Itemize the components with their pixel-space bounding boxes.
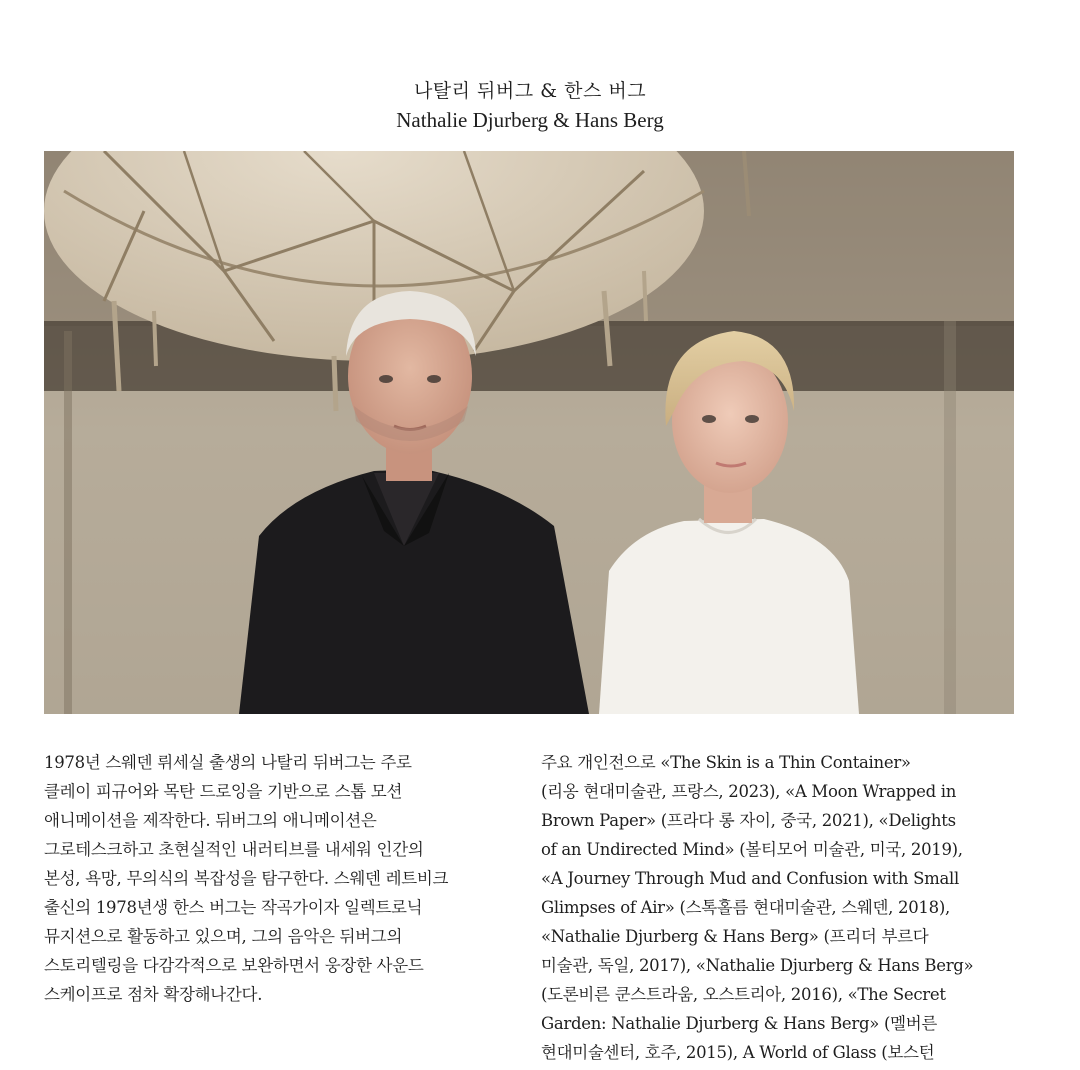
exhibitions-column-right: [541, 748, 973, 1067]
exhibition-text-line: 현대미술센터, 호주, 2015), A World of Glass (보스턴: [541, 1043, 935, 1062]
bio-text-line: 그로테스크하고 초현실적인 내러티브를 내세워 인간의: [44, 840, 424, 859]
bio-column-left: [44, 748, 448, 1009]
bio-text-line: 클레이 피규어와 목탄 드로잉을 기반으로 스톱 모션: [44, 782, 403, 801]
exhibition-text-line: of an Undirected Mind» (볼티모어 미술관, 미국, 2019),: [541, 840, 963, 859]
artist-portrait-photo: [44, 151, 1014, 714]
bio-text-line: 1978년 스웨덴 뤼세실 출생의 나탈리 뒤버그는 주로: [44, 753, 412, 772]
title-korean: 나탈리 뒤버그 & 한스 버그: [413, 80, 647, 102]
exhibition-text-line: Glimpses of Air» (스톡홀름 현대미술관, 스웨덴, 2018),: [541, 898, 950, 917]
exhibition-text-line: 주요 개인전으로 «The Skin is a Thin Container»: [541, 753, 911, 772]
page-header: [0, 76, 1060, 134]
exhibition-text-line: (도론비른 쿤스트라움, 오스트리아, 2016), «The Secret: [541, 985, 946, 1004]
bio-text-line: 출신의 1978년생 한스 버그는 작곡가이자 일렉트로닉: [44, 898, 423, 917]
exhibition-text-line: «Nathalie Djurberg & Hans Berg» (프리더 부르다: [541, 927, 929, 946]
bio-text-line: 뮤지션으로 활동하고 있으며, 그의 음악은 뒤버그의: [44, 927, 403, 946]
bio-text-line: 스케이프로 점차 확장해나간다.: [44, 985, 263, 1004]
exhibition-text-line: 미술관, 독일, 2017), «Nathalie Djurberg & Hans Berg»: [541, 956, 974, 975]
exhibition-text-line: «A Journey Through Mud and Confusion with Small: [541, 869, 960, 888]
bio-text-line: 애니메이션을 제작한다. 뒤버그의 애니메이션은: [44, 811, 377, 830]
exhibition-text-line: Garden: Nathalie Djurberg & Hans Berg» (멜버른: [541, 1014, 938, 1033]
title-english: Nathalie Djurberg & Hans Berg: [396, 108, 664, 132]
bio-text-line: 스토리텔링을 다감각적으로 보완하면서 웅장한 사운드: [44, 956, 424, 975]
exhibition-text-line: (리옹 현대미술관, 프랑스, 2023), «A Moon Wrapped in: [541, 782, 957, 801]
bio-text-line: 본성, 욕망, 무의식의 복잡성을 탐구한다. 스웨덴 레트비크: [44, 869, 449, 888]
exhibition-text-line: Brown Paper» (프라다 롱 자이, 중국, 2021), «Delights: [541, 811, 956, 830]
